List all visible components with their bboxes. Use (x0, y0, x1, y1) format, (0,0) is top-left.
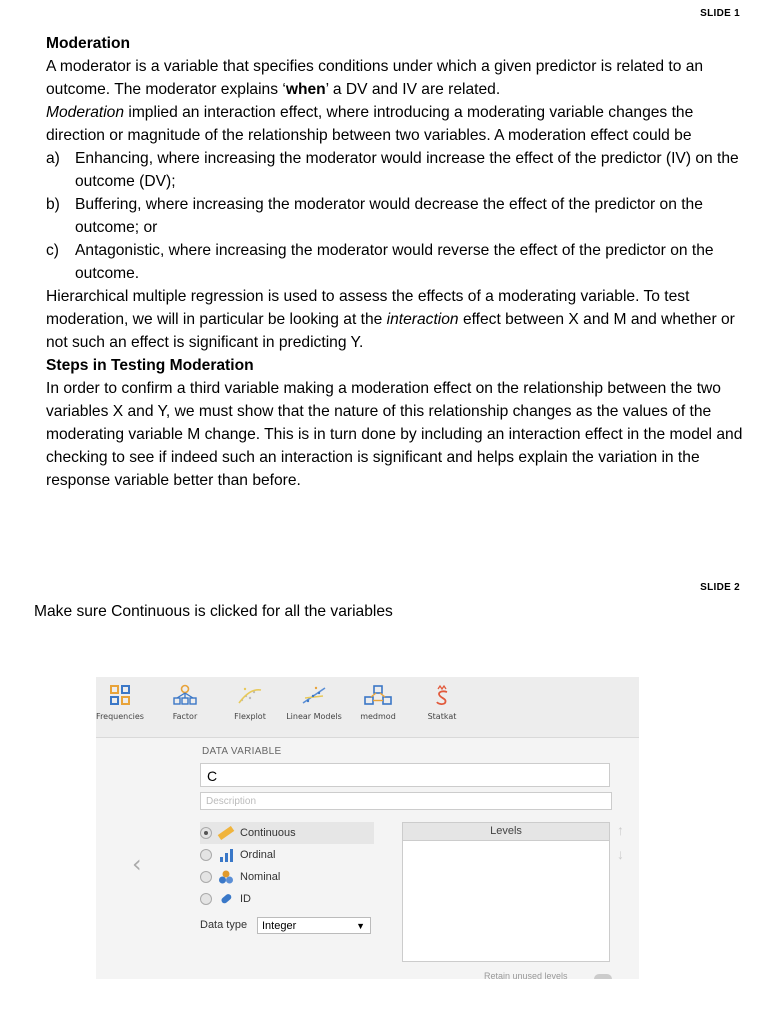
slide-2-instruction: Make sure Continuous is clicked for all the variables (34, 603, 393, 620)
variable-editor (96, 738, 639, 979)
list-item: c) Antagonistic, where increasing the moderator would reverse the effect of the predictor on the outcome. (46, 242, 714, 282)
retain-unused-levels-label: Retain unused levels (484, 971, 568, 979)
measure-type-nominal[interactable] (200, 866, 374, 888)
id-tag-icon (218, 892, 234, 906)
analysis-toolbar (96, 677, 639, 738)
list-item: a) Enhancing, where increasing the moderator would increase the effect of the predictor (IV) on the outcome (DV); (46, 150, 739, 190)
levels-header: Levels (403, 823, 609, 841)
toolbar-linear-models[interactable]: Linear Models (284, 681, 344, 721)
id-label: ID (240, 893, 251, 905)
data-type-label: Data type (200, 919, 248, 931)
slide-1-content (46, 32, 746, 492)
moderation-paragraph: Moderation implied an interaction effect, where introducing a moderating variable changes the direction or magnitude of the relationship between two variables. A moderation effect could be (46, 104, 694, 144)
slide-1-tag: SLIDE 1 (700, 8, 740, 19)
effect-type-list (46, 147, 746, 285)
continuous-radio[interactable] (200, 827, 212, 839)
measure-type-continuous[interactable] (200, 822, 374, 844)
arrow-up-icon[interactable]: ↑ (617, 822, 624, 838)
moderator-definition: A moderator is a variable that specifies conditions under which a given predictor is related to an outcome. The moderator explains ‘when’ a DV and IV are related. (46, 58, 704, 98)
nominal-circles-icon (218, 870, 234, 884)
data-type-select[interactable]: Integer ▼ (257, 917, 371, 934)
toolbar-medmod[interactable]: medmod (356, 681, 400, 721)
retain-levels-toggle[interactable] (594, 974, 612, 979)
ordinal-label: Ordinal (240, 849, 276, 861)
moderation-heading: Moderation (46, 35, 131, 52)
linear-models-icon (299, 684, 329, 706)
steps-heading: Steps in Testing Moderation (46, 357, 254, 374)
chevron-left-icon[interactable]: ‹ (132, 850, 142, 878)
slide-2-tag: SLIDE 2 (700, 582, 740, 593)
frequencies-icon (109, 684, 131, 706)
description-input[interactable]: Description (200, 792, 612, 810)
statkat-icon (432, 684, 452, 706)
nominal-label: Nominal (240, 871, 281, 883)
data-variable-label: DATA VARIABLE (202, 746, 282, 757)
toolbar-flexplot[interactable]: Flexplot (227, 681, 273, 721)
levels-list[interactable] (402, 822, 610, 962)
arrow-down-icon[interactable]: ↓ (617, 846, 624, 862)
when-emphasis: when (285, 81, 326, 98)
continuous-label: Continuous (240, 827, 296, 839)
toolbar-statkat[interactable]: Statkat (422, 681, 462, 721)
dropdown-arrow-icon: ▼ (356, 921, 365, 931)
flexplot-icon (236, 684, 264, 706)
measure-type-id[interactable] (200, 888, 374, 910)
continuous-ruler-icon (217, 826, 235, 840)
jamovi-screenshot (96, 677, 639, 979)
ordinal-bars-icon (218, 848, 234, 862)
toolbar-factor[interactable]: Factor (164, 681, 206, 721)
ordinal-radio[interactable] (200, 849, 212, 861)
id-radio[interactable] (200, 893, 212, 905)
measure-type-ordinal[interactable] (200, 844, 374, 866)
steps-paragraph: In order to confirm a third variable making a moderation effect on the relationship between the two variables X and Y, we must show that the nature of this relationship changes as the values of the moderating variable M change. This is in turn done by including an interaction effect in the model and checking to see if indeed such an interaction is significant and helps explain the variation in the response variable better than before. (46, 380, 743, 489)
nominal-radio[interactable] (200, 871, 212, 883)
medmod-icon (363, 684, 393, 706)
toolbar-frequencies[interactable]: Frequencies (96, 681, 144, 721)
variable-name-input[interactable]: C (200, 763, 610, 787)
list-item: b) Buffering, where increasing the moderator would decrease the effect of the predictor on the outcome; or (46, 196, 703, 236)
factor-icon (172, 684, 198, 706)
hierarchical-regression-paragraph: Hierarchical multiple regression is used to assess the effects of a moderating variable. To test moderation, we will in particular be looking at the interaction effect between X and M and whether or not such an effect is significant in predicting Y. (46, 288, 735, 351)
